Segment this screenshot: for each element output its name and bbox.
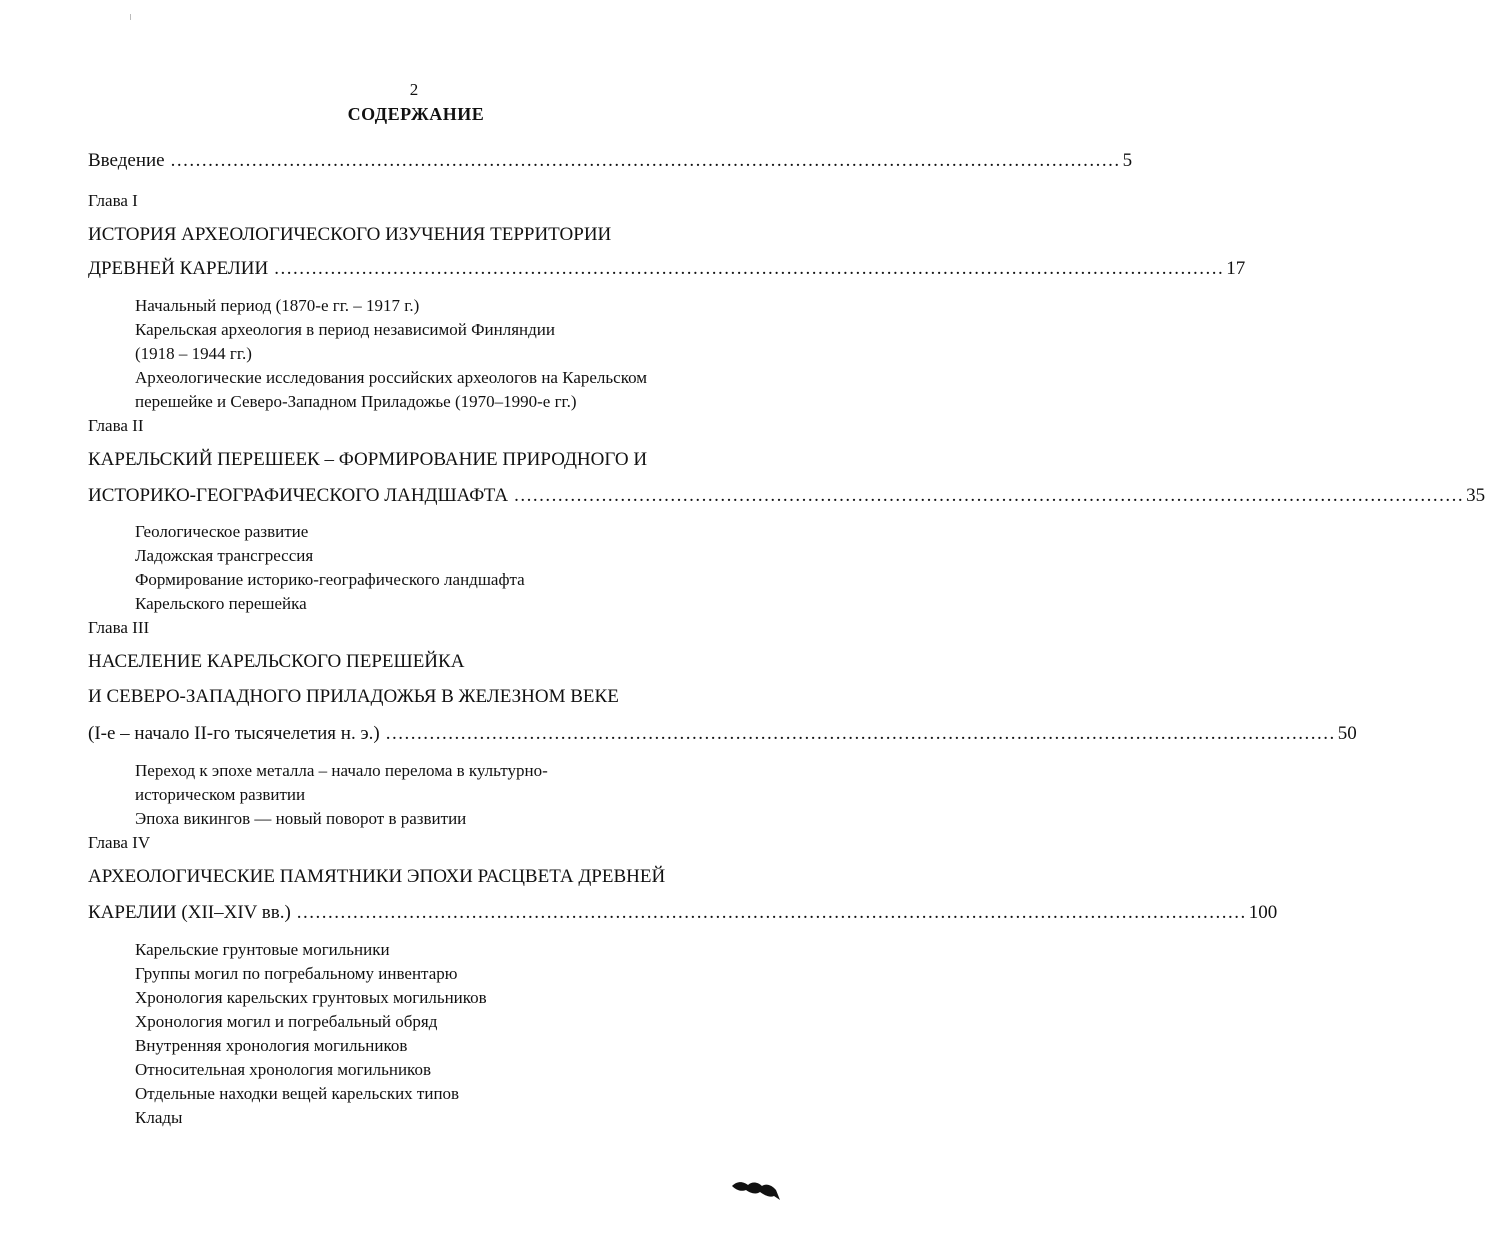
section-item: Внутренняя хронология могильников [135,1036,408,1055]
scan-mark [130,14,131,20]
toc-page-ref: 35 [1466,485,1485,506]
chapter-2-label: Глава II [88,416,144,435]
section-item: Группы могил по погребальному инвентарю [135,964,458,983]
toc-page-ref: 100 [1248,902,1278,923]
toc-entry-chapter-4[interactable] [88,902,1278,924]
chapter-1-label: Глава I [88,191,138,210]
toc-entry-label: ДРЕВНЕЙ КАРЕЛИИ [88,258,269,279]
toc-entry-chapter-1[interactable] [88,258,1246,280]
section-item: историческом развитии [135,785,306,804]
toc-page-ref: 5 [1122,150,1133,171]
section-item: (1918 – 1944 гг.) [135,344,252,363]
toc-page-ref: 50 [1337,723,1357,744]
section-item: Карельского перешейка [135,594,307,613]
section-item: Относительная хронология могильников [135,1060,431,1079]
toc-entry-label: КАРЕЛИИ (XII–XIV вв.) [88,902,291,923]
chapter-4-title: АРХЕОЛОГИЧЕСКИЕ ПАМЯТНИКИ ЭПОХИ РАСЦВЕТА ДРЕВНЕЙ [88,866,666,887]
section-item: Переход к эпохе металла – начало перелома в культурно- [135,761,548,780]
chapter-1-title: ИСТОРИЯ АРХЕОЛОГИЧЕСКОГО ИЗУЧЕНИЯ ТЕРРИТОРИИ [88,224,612,245]
chapter-4-label: Глава IV [88,833,151,852]
chapter-3-title-line-1: НАСЕЛЕНИЕ КАРЕЛЬСКОГО ПЕРЕШЕЙКА [88,651,465,672]
dot-leader: ........................................................................................................................................................ [170,150,1121,171]
page-number: 2 [409,80,419,99]
section-item: Начальный период (1870-е гг. – 1917 г.) [135,296,420,315]
section-item: Формирование историко-географического ландшафта [135,570,525,589]
toc-heading: СОДЕРЖАНИЕ [347,104,485,124]
section-item: Хронология могил и погребальный обряд [135,1012,438,1031]
section-item: Клады [135,1108,183,1127]
section-item: перешейке и Северо-Западном Приладожье (1970–1990-е гг.) [135,392,577,411]
toc-entry-introduction[interactable] [88,150,1133,172]
toc-page-ref: 17 [1226,258,1246,279]
section-item: Карельские грунтовые могильники [135,940,390,959]
section-item: Эпоха викингов — новый поворот в развитии [135,809,467,828]
section-item: Геологическое развитие [135,522,309,541]
section-item: Отдельные находки вещей карельских типов [135,1084,460,1103]
section-item: Карельская археология в период независимой Финляндии [135,320,555,339]
chapter-3-title-line-2: И СЕВЕРО-ЗАПАДНОГО ПРИЛАДОЖЬЯ В ЖЕЛЕЗНОМ ВЕКЕ [88,686,619,707]
dot-leader: ........................................................................................................................................................ [514,485,1465,506]
toc-entry-chapter-2[interactable] [88,485,1485,507]
section-item: Хронология карельских грунтовых могильников [135,988,487,1007]
scan-smudge [730,1176,782,1204]
dot-leader: ........................................................................................................................................................ [385,723,1336,744]
dot-leader: ........................................................................................................................................................ [274,258,1225,279]
toc-entry-chapter-3[interactable] [88,723,1357,745]
section-item: Археологические исследования российских археологов на Карельском [135,368,648,387]
toc-entry-label: (I-е – начало II-го тысячелетия н. э.) [88,723,380,744]
toc-entry-label: ИСТОРИКО-ГЕОГРАФИЧЕСКОГО ЛАНДШАФТА [88,485,509,506]
dot-leader: ........................................................................................................................................................ [296,902,1247,923]
chapter-3-label: Глава III [88,618,150,637]
toc-entry-label: Введение [88,150,165,171]
chapter-2-title: КАРЕЛЬСКИЙ ПЕРЕШЕЕК – ФОРМИРОВАНИЕ ПРИРОДНОГО И [88,449,648,470]
section-item: Ладожская трансгрессия [135,546,314,565]
